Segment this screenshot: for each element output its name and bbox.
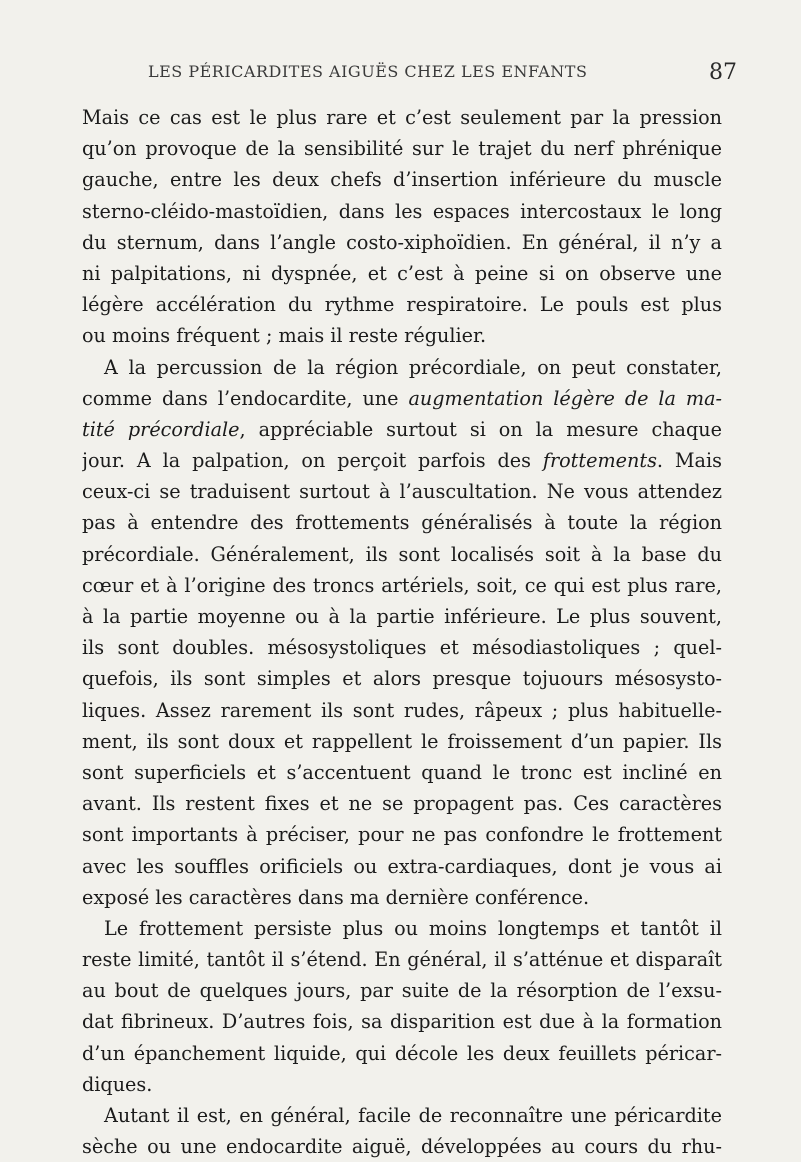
page-header [0, 60, 801, 90]
text-line: avec les souffles orificiels ou extra-cardiaques, dont je vous ai [82, 854, 722, 878]
text-line: du sternum, dans l’angle costo-xiphoïdien. En général, il n’y a [82, 230, 722, 254]
text-line: ou moins fréquent ; mais il reste régulier. [82, 324, 487, 348]
text-line: à la partie moyenne ou à la partie inférieure. Le plus souvent, [82, 605, 722, 628]
text-line: dat fibrineux. D’autres fois, sa disparition est due à la formation [82, 1010, 722, 1034]
text-line: ceux-ci se traduisent surtout à l’auscultation. Ne vous attendez [82, 480, 722, 504]
text-line: sterno-cléido-mastoïdien, dans les espaces intercostaux le long [82, 199, 722, 223]
text-line: Le frottement persiste plus ou moins longtemps et tantôt il [104, 916, 722, 940]
text-line: au bout de quelques jours, par suite de la résorption de l’exsu- [82, 979, 722, 1003]
text-line: avant. Ils restent fixes et ne se propagent pas. Ces caractères [82, 792, 722, 816]
text-line: cœur et à l’origine des troncs artériels, soit, ce qui est plus rare, [82, 573, 722, 597]
text-line: liques. Assez rarement ils sont rudes, râpeux ; plus habituelle- [82, 698, 722, 722]
text-line: sèche ou une endocardite aiguë, développées au cours du rhu- [82, 1135, 722, 1159]
text-line: sont superficiels et s’accentuent quand le tronc est incliné en [82, 760, 722, 784]
text-line: ils sont doubles. mésosystoliques et mésodiastoliques ; quel- [82, 636, 722, 660]
text-line: précordiale. Généralement, ils sont localisés soit à la base du [82, 542, 722, 566]
text-line: d’un épanchement liquide, qui décole les deux feuillets péricar- [82, 1041, 722, 1065]
text-line: diques. [82, 1072, 153, 1096]
text-line: quefois, ils sont simples et alors presque tojuours mésosysto- [82, 667, 722, 691]
text-line: Mais ce cas est le plus rare et c’est seulement par la pression [82, 106, 722, 129]
text-line: jour. A la palpation, on perçoit parfois des frottements. Mais [82, 449, 722, 473]
text-line: gauche, entre les deux chefs d’insertion inférieure du muscle [82, 168, 722, 192]
text-line: qu’on provoque de la sensibilité sur le trajet du nerf phrénique [82, 137, 722, 161]
text-line: comme dans l’endocardite, une augmentation légère de la ma- [82, 386, 722, 410]
text-line: sont importants à préciser, pour ne pas confondre le frottement [82, 823, 722, 847]
body-text [82, 102, 722, 1162]
text-line: reste limité, tantôt il s’étend. En général, il s’atténue et disparaît [82, 948, 722, 972]
text-line: pas à entendre des frottements généralisés à toute la région [82, 511, 722, 535]
text-line: ment, ils sont doux et rappellent le froissement d’un papier. Ils [82, 729, 722, 753]
text-line: légère accélération du rythme respiratoire. Le pouls est plus [82, 293, 722, 317]
page-number: 87 [709, 60, 737, 85]
text-line: Autant il est, en général, facile de reconnaître une péricardite [104, 1104, 722, 1127]
text-line: ni palpitations, ni dyspnée, et c’est à peine si on observe une [82, 261, 722, 285]
text-line: exposé les caractères dans ma dernière conférence. [82, 885, 590, 909]
text-line: A la percussion de la région précordiale, on peut constater, [104, 355, 722, 379]
running-head: LES PÉRICARDITES AIGUËS CHEZ LES ENFANTS [148, 62, 588, 81]
text-line: tité précordiale, appréciable surtout si on la mesure chaque [82, 417, 722, 441]
